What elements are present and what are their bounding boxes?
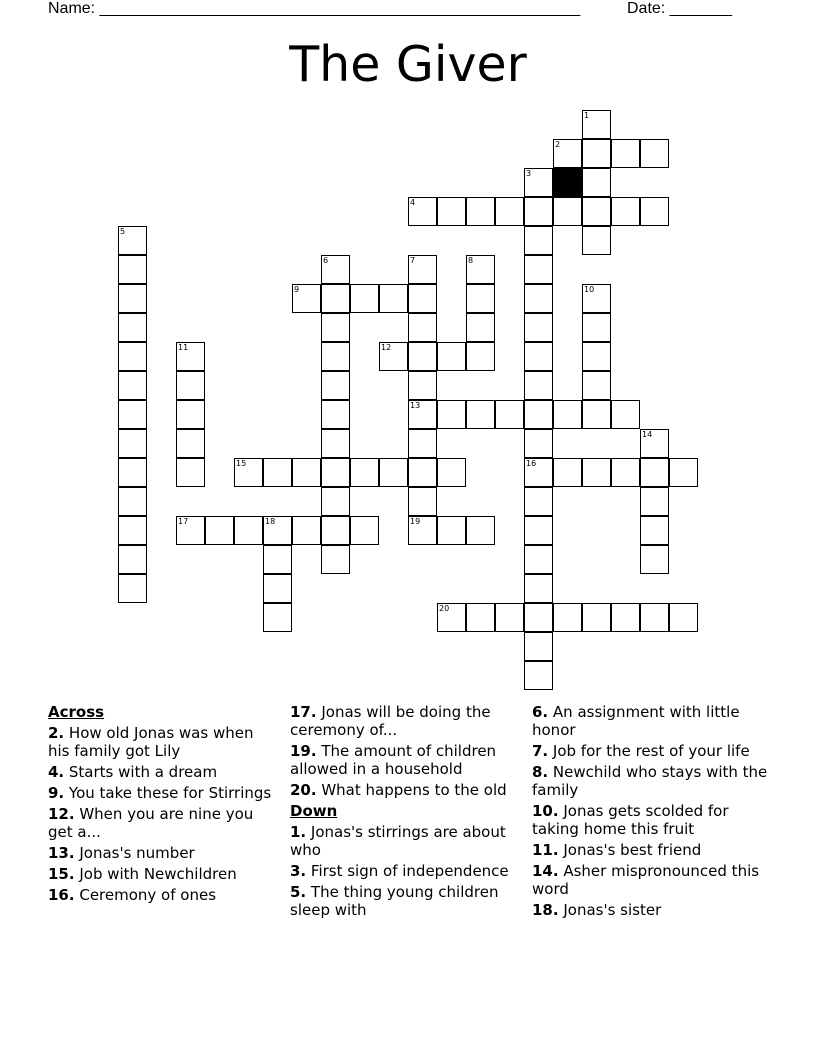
- date-field[interactable]: Date: _______: [627, 0, 732, 17]
- grid-cell[interactable]: [640, 139, 669, 168]
- across-heading: Across: [48, 703, 105, 721]
- grid-cell[interactable]: [524, 226, 553, 255]
- down-clue: [532, 862, 772, 898]
- clues-column-1: [48, 703, 278, 907]
- grid-cell[interactable]: [582, 139, 611, 168]
- grid-cell[interactable]: [553, 603, 582, 632]
- grid-cell[interactable]: [495, 197, 524, 226]
- grid-cell[interactable]: [582, 458, 611, 487]
- grid-cell[interactable]: [495, 603, 524, 632]
- grid-cell[interactable]: [524, 284, 553, 313]
- clue-number: 9.: [48, 784, 65, 802]
- across-clue: [48, 886, 278, 904]
- grid-cell[interactable]: [176, 371, 205, 400]
- down-heading: Down: [290, 802, 338, 820]
- grid-cell[interactable]: [553, 458, 582, 487]
- clue-number-label: 14: [642, 430, 653, 439]
- grid-cell[interactable]: [176, 429, 205, 458]
- grid-cell[interactable]: [524, 632, 553, 661]
- across-clue: [48, 784, 278, 802]
- grid-cell[interactable]: [118, 284, 147, 313]
- down-clue-list-continued: [532, 703, 772, 919]
- grid-cell[interactable]: [553, 197, 582, 226]
- clue-text: Job for the rest of your life: [548, 742, 750, 760]
- clue-text: An assignment with little honor: [532, 703, 740, 739]
- grid-cell[interactable]: [263, 516, 292, 545]
- clue-number-label: 1: [584, 111, 590, 120]
- grid-cell[interactable]: [640, 429, 669, 458]
- clue-number: 2.: [48, 724, 65, 742]
- grid-cell[interactable]: [176, 458, 205, 487]
- clue-number-label: 18: [265, 517, 276, 526]
- clues-column-3: [532, 703, 772, 922]
- grid-cell[interactable]: [379, 342, 408, 371]
- clue-number: 1.: [290, 823, 307, 841]
- grid-cell[interactable]: [524, 168, 553, 197]
- clue-number: 13.: [48, 844, 75, 862]
- grid-cell[interactable]: [379, 458, 408, 487]
- grid-cell[interactable]: [524, 429, 553, 458]
- clue-text: Newchild who stays with the family: [532, 763, 768, 799]
- clue-text: Starts with a dream: [64, 763, 218, 781]
- clue-number: 11.: [532, 841, 559, 859]
- grid-cell[interactable]: [263, 574, 292, 603]
- grid-cell[interactable]: [524, 487, 553, 516]
- grid-cell[interactable]: [263, 458, 292, 487]
- clue-number: 5.: [290, 883, 307, 901]
- grid-cell[interactable]: [611, 139, 640, 168]
- clue-number-label: 7: [410, 256, 416, 265]
- clue-text: When you are nine you get a...: [48, 805, 254, 841]
- grid-cell[interactable]: [118, 226, 147, 255]
- grid-cell[interactable]: [292, 284, 321, 313]
- grid-cell[interactable]: [408, 371, 437, 400]
- across-clue-list: [48, 724, 278, 904]
- clue-number-label: 9: [294, 285, 300, 294]
- clue-number-label: 3: [526, 169, 532, 178]
- down-clue: [290, 883, 520, 919]
- grid-cell[interactable]: [524, 574, 553, 603]
- grid-cell[interactable]: [118, 429, 147, 458]
- grid-cell[interactable]: [669, 458, 698, 487]
- grid-cell[interactable]: [466, 255, 495, 284]
- clue-number-label: 19: [410, 517, 421, 526]
- grid-cell[interactable]: [524, 603, 553, 632]
- grid-cell[interactable]: [118, 545, 147, 574]
- grid-cell[interactable]: [118, 516, 147, 545]
- clue-text: Job with Newchildren: [74, 865, 237, 883]
- grid-cell[interactable]: [321, 342, 350, 371]
- clue-number-label: 11: [178, 343, 189, 352]
- grid-cell[interactable]: [466, 603, 495, 632]
- grid-cell[interactable]: [176, 400, 205, 429]
- grid-cell[interactable]: [582, 284, 611, 313]
- clue-number-label: 8: [468, 256, 474, 265]
- grid-cell[interactable]: [118, 313, 147, 342]
- grid-cell[interactable]: [408, 313, 437, 342]
- grid-cell[interactable]: [408, 197, 437, 226]
- clue-number: 18.: [532, 901, 559, 919]
- down-clue: [532, 763, 772, 799]
- clue-number: 3.: [290, 862, 307, 880]
- grid-cell[interactable]: [553, 400, 582, 429]
- grid-cell[interactable]: [495, 400, 524, 429]
- clue-number-label: 16: [526, 459, 537, 468]
- grid-cell[interactable]: [292, 458, 321, 487]
- clue-text: Jonas's best friend: [558, 841, 702, 859]
- grid-cell[interactable]: [263, 545, 292, 574]
- grid-cell[interactable]: [582, 168, 611, 197]
- grid-cell[interactable]: [118, 574, 147, 603]
- grid-cell[interactable]: [408, 487, 437, 516]
- grid-cell[interactable]: [321, 255, 350, 284]
- black-cell: [553, 168, 582, 197]
- down-clue: [532, 802, 772, 838]
- grid-cell[interactable]: [234, 458, 263, 487]
- clue-number-label: 17: [178, 517, 189, 526]
- grid-cell[interactable]: [118, 487, 147, 516]
- grid-cell[interactable]: [437, 603, 466, 632]
- clue-number-label: 20: [439, 604, 450, 613]
- clue-number: 14.: [532, 862, 559, 880]
- grid-cell[interactable]: [437, 516, 466, 545]
- grid-cell[interactable]: [582, 197, 611, 226]
- clue-text: You take these for Stirrings: [64, 784, 272, 802]
- grid-cell[interactable]: [321, 313, 350, 342]
- grid-cell[interactable]: [118, 371, 147, 400]
- grid-cell[interactable]: [176, 342, 205, 371]
- grid-cell[interactable]: [524, 545, 553, 574]
- clue-text: Asher mispronounced this word: [532, 862, 760, 898]
- across-clue: [48, 805, 278, 841]
- across-clue: [290, 703, 520, 739]
- grid-cell[interactable]: [437, 458, 466, 487]
- grid-cell[interactable]: [524, 371, 553, 400]
- down-clue: [290, 862, 520, 880]
- grid-cell[interactable]: [118, 342, 147, 371]
- grid-cell[interactable]: [582, 226, 611, 255]
- clue-text: Ceremony of ones: [74, 886, 217, 904]
- grid-cell[interactable]: [350, 458, 379, 487]
- grid-cell[interactable]: [408, 458, 437, 487]
- grid-cell[interactable]: [321, 487, 350, 516]
- clue-text: The amount of children allowed in a household: [290, 742, 497, 778]
- grid-cell[interactable]: [466, 197, 495, 226]
- grid-cell[interactable]: [582, 400, 611, 429]
- clue-number-label: 12: [381, 343, 392, 352]
- grid-cell[interactable]: [611, 400, 640, 429]
- clue-text: Jonas's stirrings are about who: [290, 823, 506, 859]
- grid-cell[interactable]: [524, 313, 553, 342]
- down-clue: [532, 841, 772, 859]
- grid-cell[interactable]: [466, 400, 495, 429]
- grid-cell[interactable]: [408, 342, 437, 371]
- grid-cell[interactable]: [582, 371, 611, 400]
- grid-cell[interactable]: [611, 603, 640, 632]
- grid-cell[interactable]: [350, 516, 379, 545]
- clues-column-2: [290, 703, 520, 922]
- across-clue-list-continued: [290, 703, 520, 799]
- clue-text: The thing young children sleep with: [290, 883, 499, 919]
- clue-number: 12.: [48, 805, 75, 823]
- clue-text: Jonas gets scolded for taking home this fruit: [532, 802, 729, 838]
- grid-cell[interactable]: [466, 342, 495, 371]
- clue-number: 4.: [48, 763, 65, 781]
- clue-number-label: 4: [410, 198, 416, 207]
- down-clue: [532, 703, 772, 739]
- grid-cell[interactable]: [640, 603, 669, 632]
- grid-cell[interactable]: [582, 342, 611, 371]
- clue-number: 20.: [290, 781, 317, 799]
- down-clue: [532, 901, 772, 919]
- clue-number: 17.: [290, 703, 317, 721]
- across-clue: [48, 865, 278, 883]
- grid-cell[interactable]: [321, 284, 350, 313]
- clue-number: 8.: [532, 763, 549, 781]
- clue-number: 15.: [48, 865, 75, 883]
- grid-cell[interactable]: [640, 545, 669, 574]
- grid-cell[interactable]: [640, 197, 669, 226]
- grid-cell[interactable]: [321, 458, 350, 487]
- across-clue: [48, 844, 278, 862]
- grid-cell[interactable]: [669, 603, 698, 632]
- grid-cell[interactable]: [524, 342, 553, 371]
- across-clue: [290, 781, 520, 799]
- grid-cell[interactable]: [524, 197, 553, 226]
- clue-number-label: 5: [120, 227, 126, 236]
- grid-cell[interactable]: [553, 139, 582, 168]
- clue-text: What happens to the old: [316, 781, 507, 799]
- grid-cell[interactable]: [640, 458, 669, 487]
- name-field[interactable]: Name: ______________________________________________________: [48, 0, 581, 17]
- clue-number-label: 15: [236, 459, 247, 468]
- grid-cell[interactable]: [321, 400, 350, 429]
- clue-number-label: 2: [555, 140, 561, 149]
- grid-cell[interactable]: [611, 458, 640, 487]
- clue-text: How old Jonas was when his family got Lily: [48, 724, 254, 760]
- grid-cell[interactable]: [408, 400, 437, 429]
- grid-cell[interactable]: [524, 458, 553, 487]
- clue-number-label: 10: [584, 285, 595, 294]
- grid-cell[interactable]: [466, 313, 495, 342]
- down-clue: [532, 742, 772, 760]
- grid-cell[interactable]: [234, 516, 263, 545]
- across-clue: [48, 763, 278, 781]
- grid-cell[interactable]: [437, 400, 466, 429]
- grid-cell[interactable]: [205, 516, 234, 545]
- grid-cell[interactable]: [263, 603, 292, 632]
- grid-cell[interactable]: [408, 429, 437, 458]
- grid-cell[interactable]: [321, 371, 350, 400]
- grid-cell[interactable]: [118, 400, 147, 429]
- clue-text: Jonas's sister: [558, 901, 662, 919]
- grid-cell[interactable]: [176, 516, 205, 545]
- puzzle-title: The Giver: [289, 36, 527, 93]
- clue-text: First sign of independence: [306, 862, 509, 880]
- grid-cell[interactable]: [118, 458, 147, 487]
- grid-cell[interactable]: [321, 545, 350, 574]
- grid-cell[interactable]: [408, 255, 437, 284]
- grid-cell[interactable]: [408, 516, 437, 545]
- grid-cell[interactable]: [524, 661, 553, 690]
- grid-cell[interactable]: [640, 487, 669, 516]
- grid-cell[interactable]: [350, 284, 379, 313]
- grid-cell[interactable]: [524, 516, 553, 545]
- grid-cell[interactable]: [408, 284, 437, 313]
- across-clue: [290, 742, 520, 778]
- grid-cell[interactable]: [582, 603, 611, 632]
- grid-cell[interactable]: [466, 516, 495, 545]
- grid-cell[interactable]: [611, 197, 640, 226]
- grid-cell[interactable]: [582, 110, 611, 139]
- clue-number-label: 6: [323, 256, 329, 265]
- down-clue: [290, 823, 520, 859]
- grid-cell[interactable]: [466, 284, 495, 313]
- grid-cell[interactable]: [118, 255, 147, 284]
- clue-text: Jonas will be doing the ceremony of...: [290, 703, 491, 739]
- clue-number: 10.: [532, 802, 559, 820]
- across-clue: [48, 724, 278, 760]
- down-clue-list: [290, 823, 520, 919]
- grid-cell[interactable]: [524, 255, 553, 284]
- grid-cell[interactable]: [437, 342, 466, 371]
- grid-cell[interactable]: [321, 429, 350, 458]
- clue-number: 6.: [532, 703, 549, 721]
- clue-number-label: 13: [410, 401, 421, 410]
- clue-number: 7.: [532, 742, 549, 760]
- grid-cell[interactable]: [379, 284, 408, 313]
- grid-cell[interactable]: [437, 197, 466, 226]
- clue-text: Jonas's number: [74, 844, 195, 862]
- grid-cell[interactable]: [640, 516, 669, 545]
- grid-cell[interactable]: [582, 313, 611, 342]
- grid-cell[interactable]: [321, 516, 350, 545]
- clue-number: 16.: [48, 886, 75, 904]
- clue-number: 19.: [290, 742, 317, 760]
- grid-cell[interactable]: [524, 400, 553, 429]
- grid-cell[interactable]: [292, 516, 321, 545]
